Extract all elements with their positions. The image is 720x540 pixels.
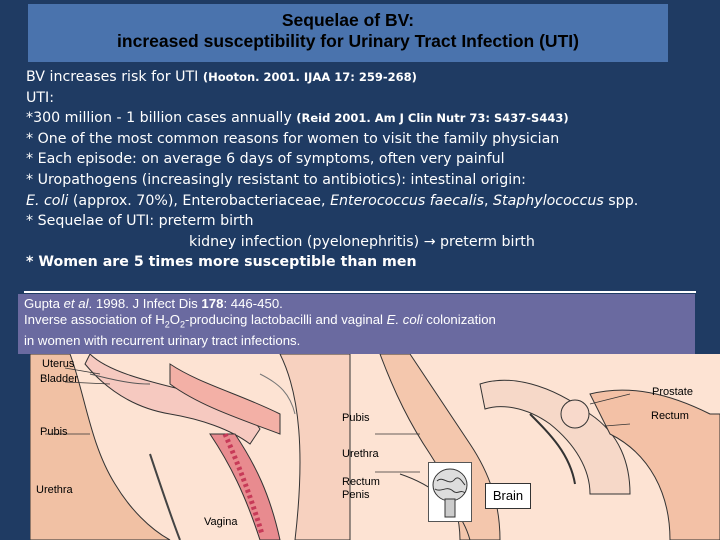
reference-line-3: in women with recurrent urinary tract infections. <box>24 332 301 348</box>
body-line-7: E. coli (approx. 70%), Enterobacteriaceae, Enterococcus faecalis, Staphylococcus spp. <box>26 192 639 209</box>
body-line-3 <box>26 108 716 129</box>
divider-line <box>24 291 696 293</box>
bv-risk-text: BV increases risk for UTI <box>26 69 203 85</box>
body-line-5: * Each episode: on average 6 days of symptoms, often very painful <box>26 151 505 168</box>
reference-line-1: Gupta et al. 1998. J Infect Dis 178: 446-450. <box>24 296 283 311</box>
slide-body <box>26 67 716 273</box>
body-line-2: UTI: <box>26 89 55 106</box>
figure-label-vagina: Vagina <box>204 516 238 528</box>
reference-line-2: Inverse association of $H_2O_2$-producing lactobacilli and vaginal E. coli colonization <box>24 312 496 330</box>
body-line-4: * One of the most common reasons for women to visit the family physician <box>26 130 560 147</box>
brain-callout: Brain <box>485 483 531 509</box>
body-line-6: * Uropathogens (increasingly resistant to antibiotics): intestinal origin: <box>26 171 526 188</box>
figure-label-urethra-male: Urethra <box>342 448 379 460</box>
brain-illustration <box>428 462 472 522</box>
body-line-10: * Women are 5 times more susceptible than men <box>26 254 417 271</box>
hooton-reference: (Hooton. 2001. IJAA 17: 259-268) <box>202 70 417 84</box>
body-line-9: kidney infection (pyelonephritis) → preterm birth <box>189 233 535 250</box>
title-line-2: increased susceptibility for Urinary Tract Infection (UTI) <box>117 31 579 51</box>
title-line-1: Sequelae of BV: <box>281 10 415 30</box>
figure-label-penis: Penis <box>342 489 370 501</box>
figure-label-bladder: Bladder <box>40 373 78 385</box>
figure-label-pubis-female: Pubis <box>40 426 68 438</box>
anatomy-illustration <box>30 354 720 540</box>
figure-label-rectum-left: Rectum <box>342 476 380 488</box>
body-line-1 <box>26 67 716 88</box>
uti-cases-text: *300 million - 1 billion cases annually <box>26 110 297 127</box>
figure-label-prostate: Prostate <box>652 386 693 398</box>
slide-title <box>28 4 668 62</box>
figure-label-uterus: Uterus <box>42 358 75 370</box>
body-line-8: * Sequelae of UTI: preterm birth <box>26 213 254 230</box>
reid-reference: (Reid 2001. Am J Clin Nutr 73: S437-S443) <box>296 111 569 126</box>
figure-label-pubis-male: Pubis <box>342 412 370 424</box>
reference-box <box>18 294 695 354</box>
figure-label-rectum-right: Rectum <box>651 410 689 422</box>
figure-label-urethra-female: Urethra <box>36 484 73 496</box>
anatomy-drawing <box>30 354 720 540</box>
